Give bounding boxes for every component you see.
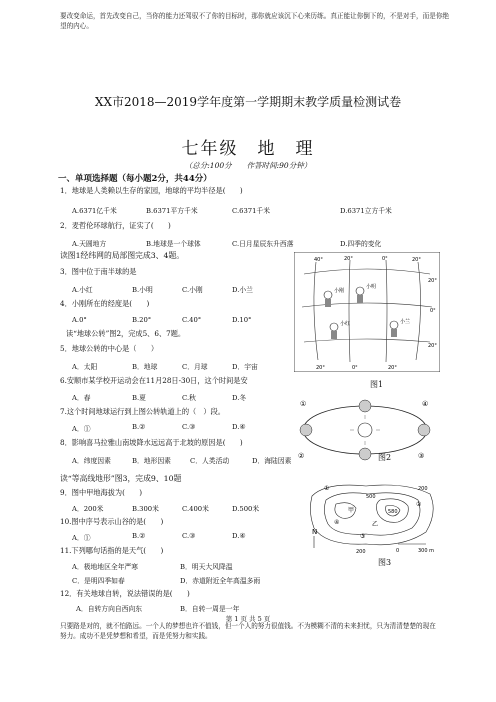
score-info: （总分:100分 作答时间:90分钟） <box>184 161 312 170</box>
question-stem: 7.这个时间地球运行到上图公转轨道上的（ ）段。 <box>60 407 225 416</box>
contour-label: 200 <box>418 486 428 492</box>
option: B.夏 <box>132 394 146 402</box>
question-stem: 2．麦哲伦环球航行，证实了( ) <box>60 221 171 230</box>
fig1-top-label: 20° <box>344 256 353 262</box>
contour-label: 200 <box>356 549 366 555</box>
option: A．自转方向自西向东 <box>76 605 143 613</box>
option: A．极地地区全年严寒 <box>72 563 139 571</box>
option: B.6371平方千米 <box>146 207 198 215</box>
figure-2-label: 图2 <box>378 453 392 462</box>
option: C.6371千米 <box>232 207 271 215</box>
fig1-bottom-label: 0° <box>352 365 358 371</box>
question-stem: 9．图中甲地海拔为( ) <box>60 488 143 497</box>
fig1-name: 小明 <box>366 284 377 290</box>
question-stem: 6.安顺市某学校开运动会在11月28日-30日，这个时间是安 <box>60 376 248 385</box>
instruction: 读“地球公转”图2，完成5、6、7题。 <box>66 329 186 338</box>
page-number: 第 1 页 共 5 页 <box>225 615 271 623</box>
footer-note: 只要路是对的，就不怕路远。一个人的梦想也许不值钱，但一个人的努力很值钱。不为模糊不清的未来担忧，只为清清楚楚的现在努力。成功不是凭梦想和希望，而是凭努力和实践。 <box>60 622 436 640</box>
subject-title: 七年级 地 理 <box>181 139 315 159</box>
fig2-marker: ④ <box>422 400 429 408</box>
option: B.20° <box>132 316 152 324</box>
option: D．海陆因素 <box>252 457 292 465</box>
option: A．纬度因素 <box>72 457 111 465</box>
fig1-side-label: 20° <box>428 278 437 284</box>
earth-icon <box>418 424 430 436</box>
question-stem: 4．小刚所在的经度是( ) <box>60 299 150 308</box>
option: D．宇宙 <box>232 363 258 371</box>
fig3-marker: ② <box>416 501 422 508</box>
option: D.6371立方千米 <box>340 207 392 215</box>
option: C.秋 <box>182 394 196 402</box>
option: B.② <box>132 423 146 431</box>
option: C.40° <box>182 316 202 324</box>
fig2-marker: ① <box>300 400 307 408</box>
question-stem: 11.下列哪句话指的是天气( ) <box>60 546 164 555</box>
option: C.③ <box>182 423 196 431</box>
scale-label: 0 <box>396 548 400 554</box>
exam-title: XX市2018—2019学年度第一学期期末教学质量检测试卷 <box>94 95 402 109</box>
option: B.小明 <box>132 286 153 294</box>
fig1-name: 小红 <box>340 321 351 327</box>
sun-icon <box>358 423 372 437</box>
option: C．是明四季如春 <box>72 577 125 585</box>
question-stem: 1．地球是人类赖以生存的家园，地球的平均半径是( ) <box>60 186 243 195</box>
fig1-top-label: 40° <box>314 257 323 263</box>
earth-icon <box>300 424 312 436</box>
option: B.300米 <box>132 505 159 513</box>
figure-3-label: 图3 <box>378 558 392 567</box>
fig1-side-label: 0° <box>430 308 436 314</box>
option: D.④ <box>232 532 246 540</box>
option: B．明天大风降温 <box>180 563 233 571</box>
option: C.③ <box>182 532 196 540</box>
question-stem: 12．有关地球自转，说法错误的是( ) <box>60 589 190 598</box>
fig3-marker: ① <box>324 485 330 492</box>
header-note: 要改变命运，首先改变自己，当你的能力还驾驭不了你的目标时，那你就应该沉下心来历练。真正能让你倒下的，不是对手，而是你绝望的内心。 <box>60 12 450 30</box>
question-stem: 3．图中位于南半球的是 <box>60 267 137 276</box>
scale-label: 300 m <box>418 548 435 554</box>
north-arrow: N <box>312 528 318 536</box>
option: D.四季的变化 <box>340 240 382 248</box>
instruction: 读图1经纬网的局部图完成3、4题。 <box>60 251 185 260</box>
option: B．地形因素 <box>132 457 171 465</box>
option: B.地球是一个球体 <box>146 240 201 248</box>
contour-label: 580 <box>388 509 398 515</box>
section-heading: 一、单项选择题（每小题2分，共44分） <box>58 174 212 184</box>
fig1-bottom-label: 20° <box>388 365 397 371</box>
option: B．地球 <box>132 363 158 371</box>
fig1-top-label: 0° <box>382 256 388 262</box>
option: B．自转一周是一年 <box>180 605 240 613</box>
question-stem: 8．影响喜马拉雅山南坡降水远远高于北坡的原因是( ) <box>60 438 243 447</box>
figure-1-label: 图1 <box>370 380 384 389</box>
question-stem: 10.图中序号表示山谷的是( ) <box>60 517 164 526</box>
option: D．赤道附近全年高温多雨 <box>180 577 261 585</box>
fig1-name: 小兰 <box>400 319 411 325</box>
option: D.10° <box>232 316 252 324</box>
option: C.400米 <box>182 505 209 513</box>
option: A．春 <box>72 394 91 402</box>
figure-2-orbit <box>290 394 440 466</box>
fig2-marker: ③ <box>418 452 425 460</box>
fig1-side-label: 20° <box>428 343 437 349</box>
option: A.0° <box>72 316 87 324</box>
option: A．200米 <box>72 505 104 513</box>
option: A.小红 <box>72 286 93 294</box>
option: A.天圆地方 <box>72 240 107 248</box>
question-stem: 5．地球公转的中心是（ ） <box>60 344 159 353</box>
earth-icon <box>359 448 371 460</box>
figure-3-contour <box>306 476 440 556</box>
option: B.② <box>132 532 146 540</box>
fig1-top-label: 20° <box>412 257 421 263</box>
fig1-bottom-label: 20° <box>316 365 325 371</box>
option: D.④ <box>232 423 246 431</box>
option: D.冬 <box>232 394 247 402</box>
option: C.小刚 <box>182 286 203 294</box>
option: A．太阳 <box>72 363 98 371</box>
option: A.6371亿千米 <box>72 207 117 215</box>
earth-icon <box>359 400 371 412</box>
fig3-marker: ④ <box>334 519 340 526</box>
option: A．① <box>72 425 91 433</box>
option: C.日月星辰东升西落 <box>232 240 294 248</box>
point-label: 甲 <box>348 507 355 514</box>
figure-1-grid <box>294 252 440 372</box>
fig2-marker: ② <box>298 452 305 460</box>
option: C．人类活动 <box>190 457 230 465</box>
contour-label: 500 <box>366 494 376 500</box>
point-label: 乙 <box>372 521 379 528</box>
fig3-marker: ③ <box>360 533 366 540</box>
option: D.500米 <box>232 505 260 513</box>
fig1-name: 小刚 <box>334 288 345 294</box>
option: D.小兰 <box>232 286 253 294</box>
option: C．月球 <box>182 363 208 371</box>
instruction: 读“等高线地形”图3，完成9、10题 <box>60 474 182 483</box>
option: A．① <box>72 534 91 542</box>
